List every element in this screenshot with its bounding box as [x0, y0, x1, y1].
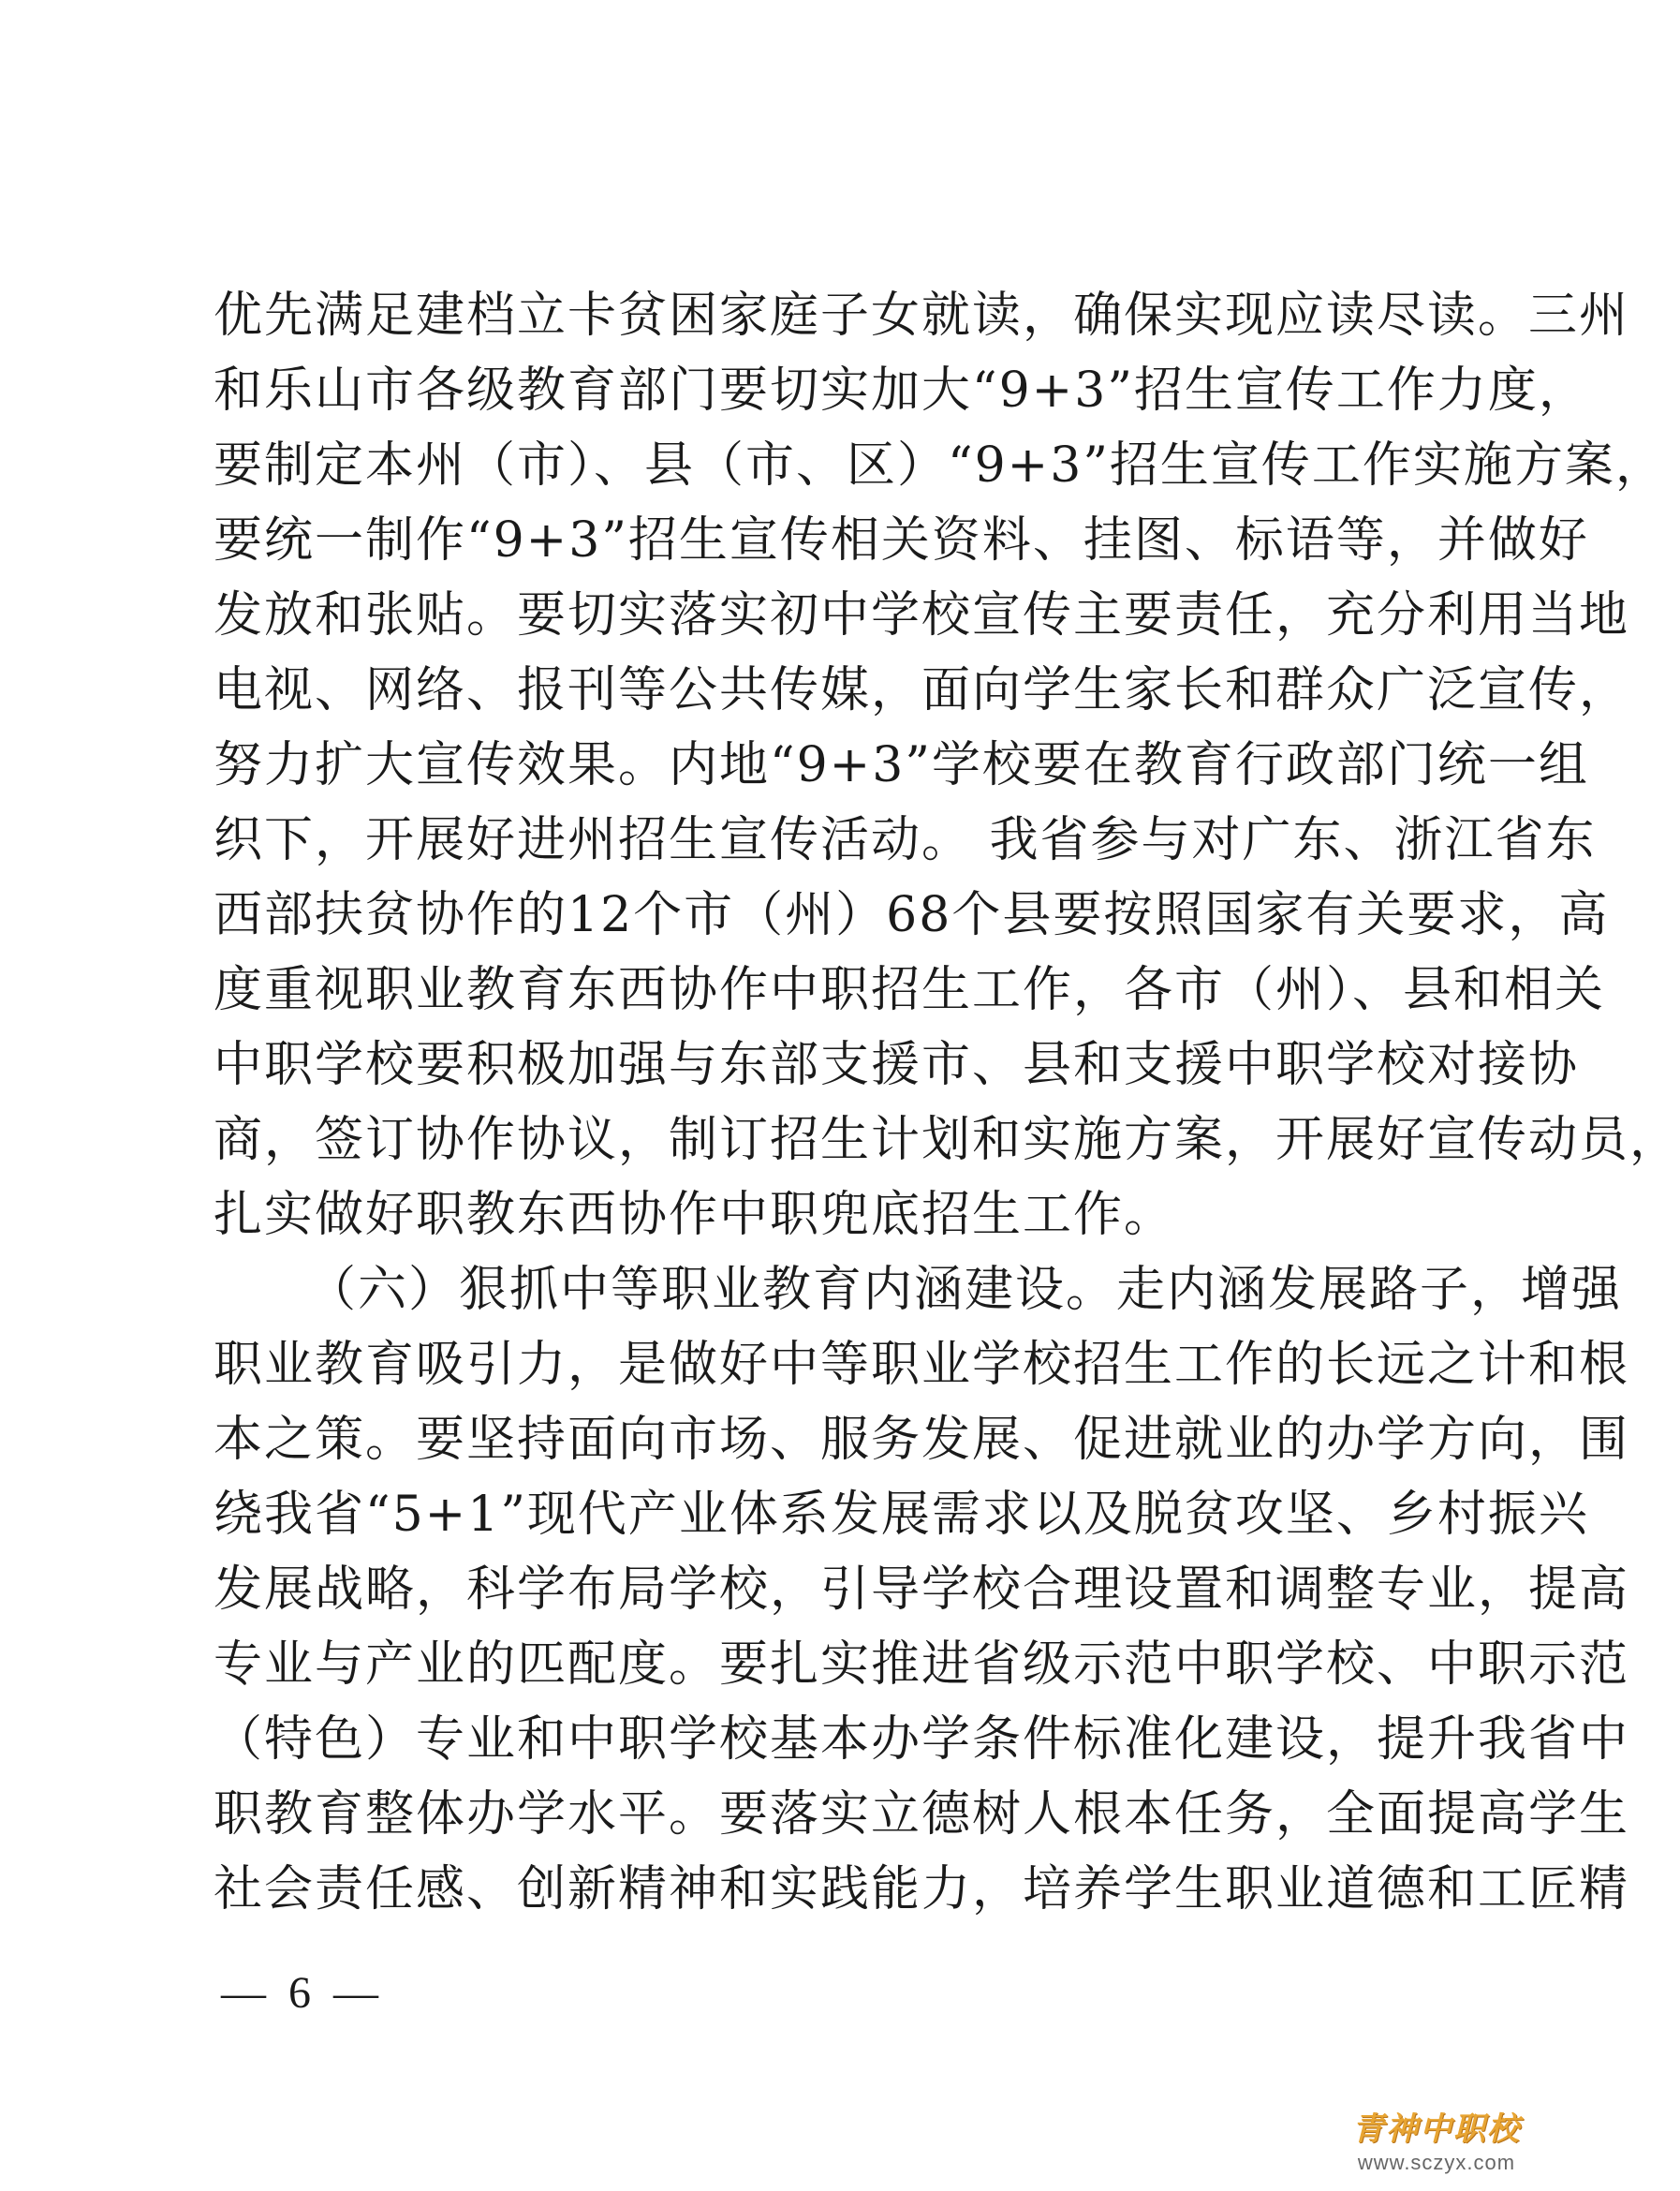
page-number: — 6 — [221, 1968, 384, 2018]
watermark-url: www.sczyx.com [1357, 2151, 1516, 2174]
text-line: 发展战略，科学布局学校，引导学校合理设置和调整专业，提高 [214, 1562, 1630, 1618]
text-line: （特色）专业和中职学校基本办学条件标准化建设，提升我省中 [214, 1711, 1630, 1768]
text-line: 职教育整体办学水平。要落实立德树人根本任务，全面提高学生 [214, 1786, 1630, 1843]
text-line: 电视、网络、报刊等公共传媒，面向学生家长和群众广泛宣传， [214, 662, 1630, 718]
watermark [1343, 2108, 1530, 2183]
text-line: 和乐山市各级教育部门要切实加大“9+3”招生宣传工作力度， [214, 363, 1589, 419]
text-line: 中职学校要积极加强与东部支援市、县和支援中职学校对接协 [214, 1037, 1580, 1093]
text-line: 职业教育吸引力，是做好中等职业学校招生工作的长远之计和根 [214, 1337, 1630, 1393]
text-line: 发放和张贴。要切实落实初中学校宣传主要责任，充分利用当地 [214, 587, 1630, 644]
text-line: 扎实做好职教东西协作中职兜底招生工作。 [214, 1187, 1175, 1243]
text-line: 要统一制作“9+3”招生宣传相关资料、挂图、标语等，并做好 [214, 512, 1589, 569]
watermark-logo: 青神中职校 [1352, 2110, 1521, 2148]
section-heading-line: （六）狠抓中等职业教育内涵建设。走内涵发展路子，增强 [307, 1262, 1623, 1318]
text-line: 商，签订协作协议，制订招生计划和实施方案，开展好宣传动员， [214, 1112, 1680, 1168]
text-line: 要制定本州（市）、县（市、区）“9+3”招生宣传工作实施方案， [214, 437, 1666, 494]
text-line: 社会责任感、创新精神和实践能力，培养学生职业道德和工匠精 [214, 1861, 1630, 1917]
text-line: 努力扩大宣传效果。内地“9+3”学校要在教育行政部门统一组 [214, 737, 1589, 793]
text-line: 本之策。要坚持面向市场、服务发展、促进就业的办学方向，围 [214, 1412, 1630, 1468]
text-line: 专业与产业的匹配度。要扎实推进省级示范中职学校、中职示范 [214, 1636, 1630, 1693]
text-line: 度重视职业教育东西协作中职招生工作，各市（州）、县和相关 [214, 962, 1606, 1018]
text-line: 织下，开展好进州招生宣传活动。 我省参与对广东、浙江省东 [214, 812, 1597, 868]
text-line: 优先满足建档立卡贫困家庭子女就读，确保实现应读尽读。三州 [214, 288, 1630, 344]
text-line: 绕我省“5+1”现代产业体系发展需求以及脱贫攻坚、乡村振兴 [214, 1487, 1589, 1543]
text-line: 西部扶贫协作的12个市（州）68个县要按照国家有关要求，高 [214, 887, 1610, 943]
